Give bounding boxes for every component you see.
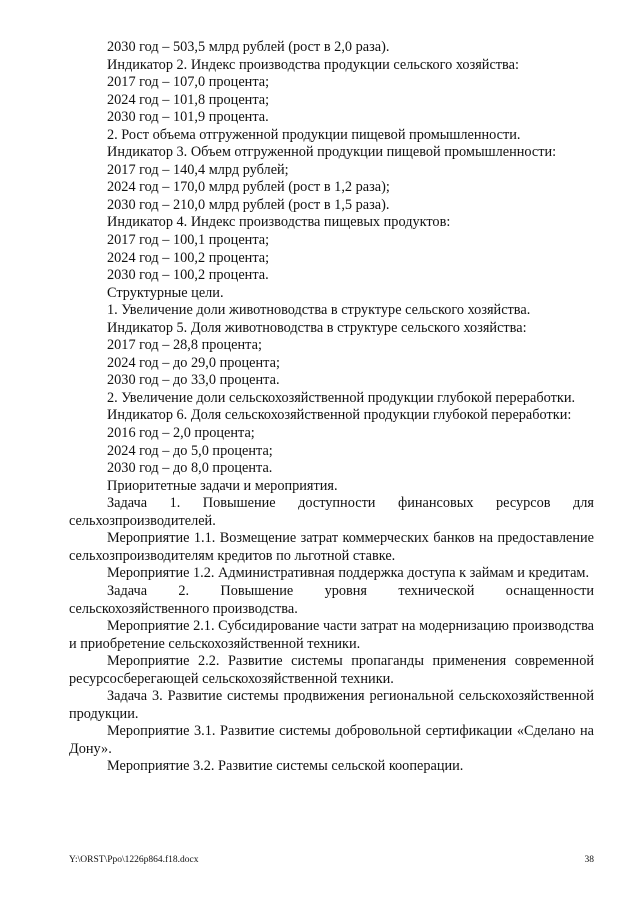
paragraph: 2024 год – 170,0 млрд рублей (рост в 1,2 раза); [107, 179, 390, 196]
paragraph: 2030 год – 101,9 процента. [107, 109, 269, 126]
paragraph: 2030 год – 100,2 процента. [107, 267, 269, 284]
paragraph: 1. Увеличение доли животноводства в структуре сельского хозяйства. [107, 302, 531, 319]
paragraph: 2030 год – 210,0 млрд рублей (рост в 1,5 раза). [107, 196, 390, 213]
paragraph: Задача 3. Развитие системы продвижения региональной сельскохозяйственной продукции. [69, 688, 594, 722]
paragraph: 2024 год – до 5,0 процента; [107, 442, 273, 459]
paragraph: Задача 1. Повышение доступности финансовых ресурсов для сельхозпроизводителей. [69, 495, 594, 529]
paragraph: Задача 2. Повышение уровня технической оснащенности сельскохозяйственного производства. [69, 582, 594, 617]
paragraph: Индикатор 5. Доля животноводства в структуре сельского хозяйства: [107, 319, 527, 336]
paragraph: Индикатор 4. Индекс производства пищевых продуктов: [107, 214, 451, 231]
paragraph: Мероприятие 2.1. Субсидирование части затрат на модернизацию производства и приобретение сельскохозяйственной техники. [69, 618, 594, 652]
paragraph: Мероприятие 3.1. Развитие системы добровольной сертификации «Сделано на Дону». [69, 723, 594, 757]
paragraph: Мероприятие 3.2. Развитие системы сельской кооперации. [107, 758, 464, 775]
paragraph: 2016 год – 2,0 процента; [107, 425, 255, 442]
footer-page-number: 38 [584, 855, 594, 865]
paragraph: 2. Рост объема отгруженной продукции пищевой промышленности. [107, 126, 521, 143]
paragraph: 2030 год – 503,5 млрд рублей (рост в 2,0 раза). [107, 39, 390, 55]
paragraph: Приоритетные задачи и мероприятия. [107, 477, 338, 494]
paragraph: 2024 год – 100,2 процента; [107, 249, 270, 266]
paragraph: Мероприятие 1.1. Возмещение затрат коммерческих банков на предоставление сельхозпроизводителям кредитов по льготной ставке. [69, 530, 594, 564]
paragraph: Мероприятие 2.2. Развитие системы пропаганды применения современной ресурсосберегающей сельскохозяйственной техники. [69, 653, 594, 687]
paragraph: Индикатор 3. Объем отгруженной продукции пищевой промышленности: [107, 144, 557, 161]
paragraph: 2024 год – до 29,0 процента; [107, 354, 280, 371]
paragraph: 2030 год – до 33,0 процента. [107, 372, 280, 389]
footer-file-path: Y:\ORST\Ppo\1226p864.f18.docx [69, 855, 199, 865]
paragraph: 2017 год – 107,0 процента; [107, 74, 270, 91]
paragraph: 2017 год – 100,1 процента; [107, 232, 270, 249]
document-body [69, 39, 594, 776]
paragraph: 2017 год – 28,8 процента; [107, 337, 262, 354]
paragraph: 2. Увеличение доли сельскохозяйственной продукции глубокой переработки. [107, 389, 576, 406]
paragraph: Мероприятие 1.2. Административная поддержка доступа к займам и кредитам. [107, 565, 590, 582]
paragraph: Структурные цели. [107, 284, 224, 301]
paragraph: 2024 год – 101,8 процента; [107, 91, 270, 108]
paragraph: Индикатор 2. Индекс производства продукции сельского хозяйства: [107, 56, 519, 73]
paragraph: 2030 год – до 8,0 процента. [107, 460, 273, 477]
paragraph: Индикатор 6. Доля сельскохозяйственной продукции глубокой переработки: [107, 407, 572, 424]
paragraph: 2017 год – 140,4 млрд рублей; [107, 161, 289, 178]
page-footer [69, 855, 594, 865]
